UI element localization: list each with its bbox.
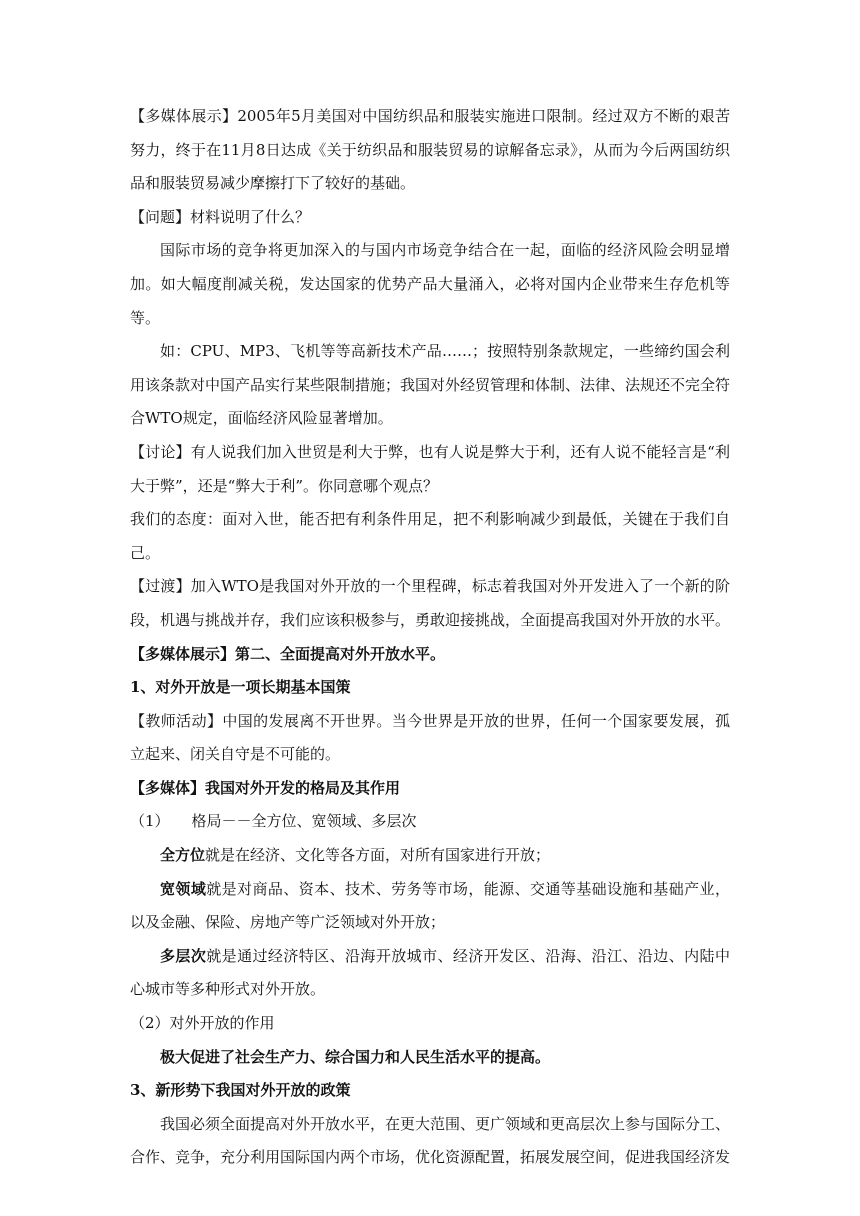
section-heading: 第二、全面提高对外开放水平。 (235, 644, 446, 663)
section-label: 【讨论】 (130, 442, 191, 461)
section-label: 【多媒体展示】 (130, 644, 236, 663)
section-label: 【教师活动】 (130, 711, 223, 730)
paragraph-question (130, 201, 730, 235)
term-label: 宽领域 (160, 879, 207, 898)
document-body (130, 100, 730, 1175)
term-label: 全方位 (160, 846, 206, 865)
paragraph-all-directions (130, 839, 730, 873)
paragraph-text: 就是通过经济特区、沿海开放城市、经济开发区、沿海、沿江、沿边、内陆中心城市等多种形式对外开放。 (130, 946, 730, 999)
section-label: 【多媒体展示】 (130, 107, 238, 125)
paragraph-wide-fields (130, 873, 730, 940)
paragraph-teacher-activity (130, 705, 730, 772)
section-label: 【问题】 (130, 207, 191, 226)
term-label: 多层次 (160, 946, 207, 965)
section-heading: 我国对外开发的格局及其作用 (205, 778, 401, 797)
paragraph-text: 材料说明了什么？ (190, 207, 311, 226)
paragraph-discussion (130, 436, 730, 503)
paragraph-multimedia-3 (130, 772, 730, 806)
paragraph-multi-level (130, 940, 730, 1007)
paragraph-text: 就是对商品、资本、技术、劳务等市场，能源、交通等基础设施和基础产业，以及金融、保险、房地产等广泛领域对外开放； (130, 879, 730, 932)
paragraph-transition (130, 570, 730, 637)
paragraph-text: 中国的发展离不开世界。当今世界是开放的世界，任何一个国家要发展，孤立起来、闭关自守是不可能的。 (130, 711, 730, 764)
heading-open-policy: 1、对外开放是一项长期基本国策 (130, 678, 351, 697)
item-text: 格局－－全方位、宽领域、多层次 (191, 812, 417, 831)
paragraph-role-heading: （2）对外开放的作用 (130, 1014, 275, 1033)
item-number: （1） (130, 812, 170, 831)
paragraph-text: 有人说我们加入世贸是利大于弊，也有人说是弊大于利，还有人说不能轻言是“利大于弊”，还是“弊大于利”。你同意哪个观点？ (130, 442, 730, 495)
paragraph-multimedia-display-1 (130, 100, 730, 201)
heading-new-policy: 3、新形势下我国对外开放的政策 (130, 1081, 351, 1100)
paragraph-text: 就是在经济、文化等各方面，对所有国家进行开放； (205, 846, 551, 865)
paragraph-role-text: 极大促进了社会生产力、综合国力和人民生活水平的提高。 (160, 1047, 551, 1066)
paragraph-attitude: 我们的态度：面对入世，能否把有利条件用足，把不利影响减少到最低，关键在于我们自己。 (130, 510, 730, 562)
section-label: 【多媒体】 (130, 778, 206, 797)
paragraph-multimedia-display-2 (130, 638, 730, 672)
paragraph-layout-item (130, 805, 730, 839)
paragraph-text: 加入WTO是我国对外开放的一个里程碑，标志着我国对外开发进入了一个新的阶段，机遇与挑战并存，我们应该积极参与，勇敢迎接挑战，全面提高我国对外开放的水平。 (130, 577, 731, 629)
paragraph-answer-1: 国际市场的竞争将更加深入的与国内市场竞争结合在一起，面临的经济风险会明显增加。如大幅度削减关税，发达国家的优势产品大量涌入，必将对国内企业带来生存危机等等。 (130, 241, 730, 327)
section-label: 【过渡】 (130, 577, 191, 596)
paragraph-answer-2: 如：CPU、MP3、飞机等等高新技术产品……；按照特别条款规定，一些缔约国会利用该条款对中国产品实行某些限制措施；我国对外经贸管理和体制、法律、法规还不完全符合WTO规定，面临经济风险显著增加。 (130, 342, 731, 428)
paragraph-text: 2005年5月美国对中国纺织品和服装实施进口限制。经过双方不断的艰苦努力，终于在11月8日达成《关于纺织品和服装贸易的谅解备忘录》，从而为今后两国纺织品和服装贸易减少摩擦打下了较好的基础。 (130, 107, 730, 193)
paragraph-new-policy-text: 我国必须全面提高对外开放水平，在更大范围、更广领域和更高层次上参与国际分工、合作、竞争，充分利用国际国内两个市场，优化资源配置，拓展发展空间，促进我国经济发 (130, 1114, 731, 1167)
